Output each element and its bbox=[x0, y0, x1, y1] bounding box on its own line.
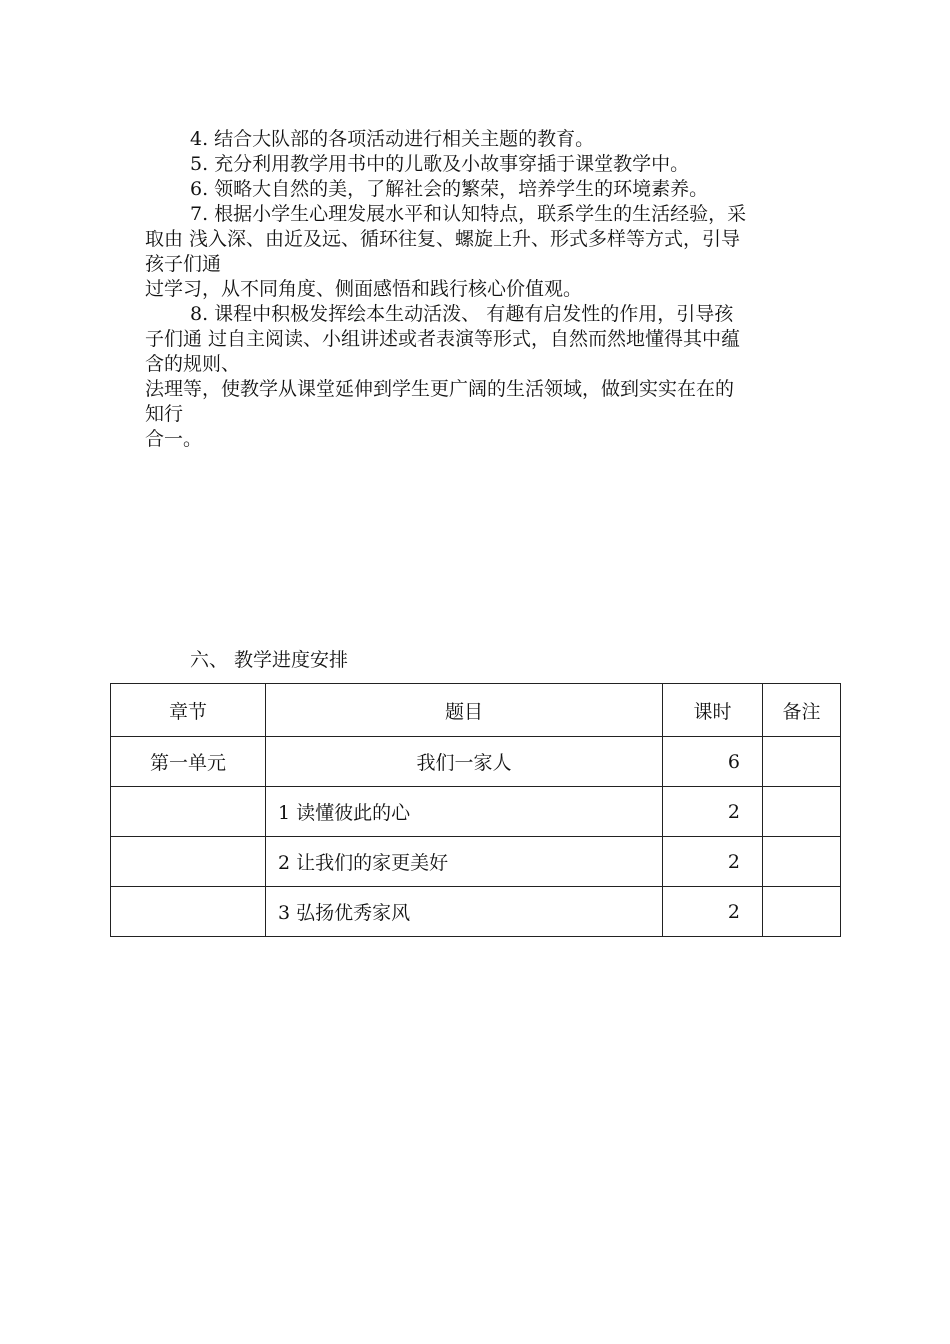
paragraph-line: 取由 浅入深、由近及远、循环往复、螺旋上升、形式多样等方式，引导 bbox=[145, 228, 741, 250]
paragraph-line: 4. 结合大队部的各项活动进行相关主题的教育。 bbox=[190, 128, 595, 150]
title-cell: 2 让我们的家更美好 bbox=[266, 837, 663, 887]
paragraph-line: 知行 bbox=[145, 403, 184, 425]
section-title: 六、 教学进度安排 bbox=[190, 649, 349, 671]
paragraph-line: 5. 充分利用教学用书中的儿歌及小故事穿插于课堂教学中。 bbox=[190, 153, 690, 175]
chapter-cell bbox=[111, 787, 266, 837]
paragraph-line: 孩子们通 bbox=[145, 253, 222, 275]
header-note: 备注 bbox=[763, 684, 841, 737]
note-cell bbox=[763, 787, 841, 837]
hours-cell: 6 bbox=[663, 737, 763, 787]
table-header-row bbox=[111, 684, 841, 737]
table-row bbox=[111, 837, 841, 887]
header-title: 题目 bbox=[266, 684, 663, 737]
title-cell: 3 弘扬优秀家风 bbox=[266, 887, 663, 937]
paragraph-line: 6. 领略大自然的美，了解社会的繁荣，培养学生的环境素养。 bbox=[190, 178, 709, 200]
note-cell bbox=[763, 737, 841, 787]
chapter-cell: 第一单元 bbox=[111, 737, 266, 787]
paragraph-line: 子们通 过自主阅读、小组讲述或者表演等形式，自然而然地懂得其中蕴 bbox=[145, 328, 741, 350]
paragraph-line: 合一。 bbox=[145, 428, 203, 450]
title-cell: 我们一家人 bbox=[266, 737, 663, 787]
table-row bbox=[111, 787, 841, 837]
paragraph-line: 7. 根据小学生心理发展水平和认知特点，联系学生的生活经验，采 bbox=[190, 203, 747, 225]
hours-cell: 2 bbox=[663, 837, 763, 887]
paragraph-line: 8. 课程中积极发挥绘本生动活泼、 有趣有启发性的作用，引导孩 bbox=[190, 303, 734, 325]
header-hours: 课时 bbox=[663, 684, 763, 737]
chapter-cell bbox=[111, 887, 266, 937]
schedule-table bbox=[110, 683, 841, 937]
chapter-cell bbox=[111, 837, 266, 887]
header-chapter: 章节 bbox=[111, 684, 266, 737]
table-row bbox=[111, 887, 841, 937]
hours-cell: 2 bbox=[663, 887, 763, 937]
table-row bbox=[111, 737, 841, 787]
note-cell bbox=[763, 837, 841, 887]
paragraph-line: 过学习，从不同角度、侧面感悟和践行核心价值观。 bbox=[145, 278, 583, 300]
paragraph-line: 含的规则、 bbox=[145, 353, 241, 375]
hours-cell: 2 bbox=[663, 787, 763, 837]
title-cell: 1 读懂彼此的心 bbox=[266, 787, 663, 837]
note-cell bbox=[763, 887, 841, 937]
paragraph-line: 法理等，使教学从课堂延伸到学生更广阔的生活领域，做到实实在在的 bbox=[145, 378, 735, 400]
